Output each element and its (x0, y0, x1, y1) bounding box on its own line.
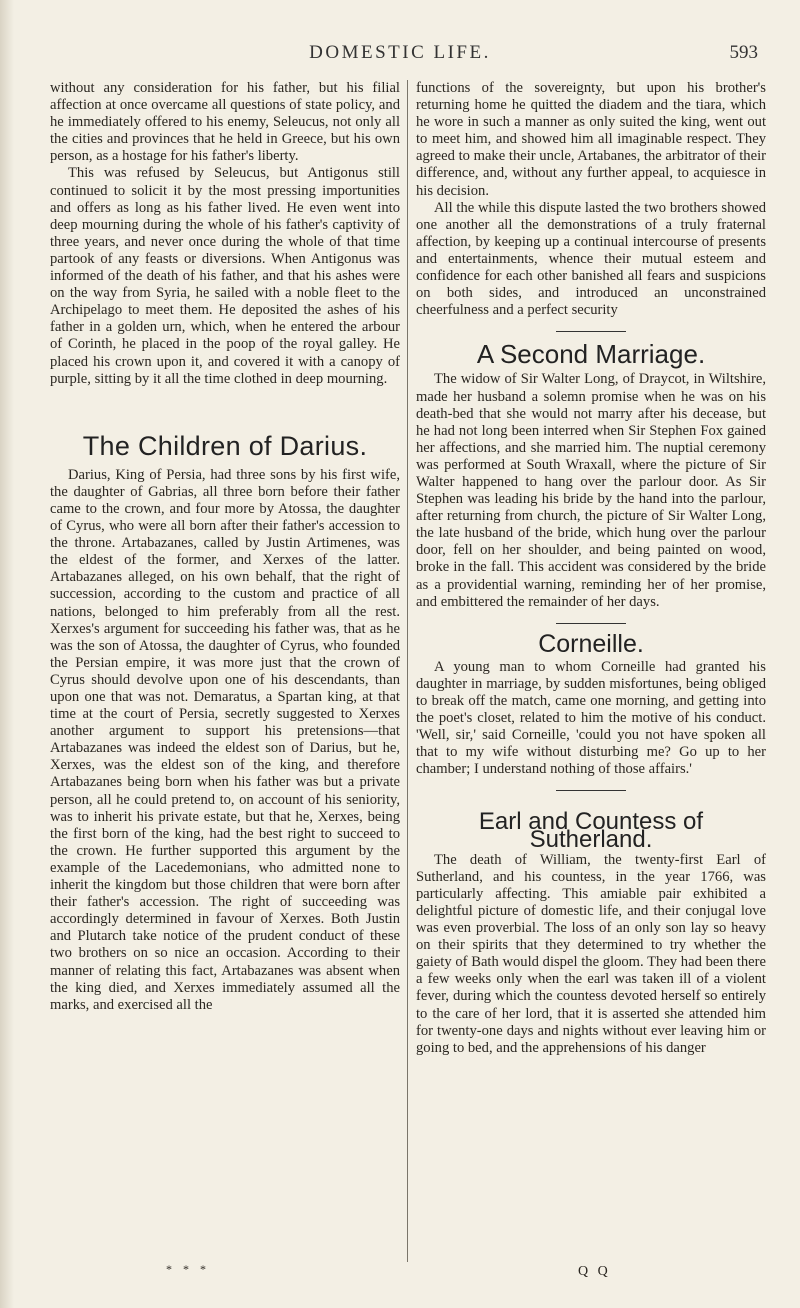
paragraph: This was refused by Seleucus, but Antigonus still continued to solicit it by the most pressing importunities and offers as long as his father lived. He even went into deep mourning during the whole of his father's captivity of three years, and never once during the whole of that time partook of any feasts or diversions. When Antigonus was informed of the death of his father, and that his ashes were on the way from Syria, he sailed with a noble fleet to the Archipelago to meet them. He deposited the ashes of his father in a golden urn, which, when he entered the arbour of Corinth, he placed in the poop of the royal galley. He placed his crown upon it, and covered it with a canopy of purple, sitting by it all the time clothed in deep mourning. (50, 165, 400, 387)
running-title: DOMESTIC LIFE. (309, 42, 491, 63)
footer-stars: * * * (166, 1262, 210, 1276)
paragraph: The widow of Sir Walter Long, of Draycot, in Wiltshire, made her husband a solemn promise when he was on his death-bed that she would not marry after his decease, but he had not long been interred when Sir Stephen Fox gained her affections, and she married him. The nuptial ceremony was performed at South Wraxall, where the picture of Sir Walter happened to hang over the parlour door. As Sir Stephen was leading his bride by the hand into the parlour, after returning from church, the picture of Sir Walter Long, the late husband of the bride, which hung over the parlour door, fell on her shoulder, and being painted on wood, broke in the fall. This accident was considered by the bride as a providential warning, reminding her of her promise, and embittered the remainder of her days. (416, 371, 766, 610)
paragraph: without any consideration for his father, but his filial affection at once overcame all questions of state policy, and he immediately offered to his enemy, Seleucus, not only all the cities and provinces that he held in Greece, but his own person, as a hostage for his father's liberty. (50, 80, 400, 165)
signature-mark: Q Q (578, 1264, 611, 1279)
running-head (0, 42, 800, 72)
page-number: 593 (729, 42, 758, 63)
right-column (416, 80, 766, 1057)
section-heading-corneille: Corneille. (538, 629, 644, 658)
section-heading-marriage: A Second Marriage. (476, 339, 706, 370)
column-rule (407, 80, 408, 1262)
page-edge-shadow (0, 0, 14, 1308)
section-divider (556, 331, 626, 332)
section-heading-darius: The Children of Darius. (82, 430, 368, 461)
section-divider (556, 623, 626, 624)
section-heading-sutherland: Earl and Countess of Sutherland. (478, 808, 704, 853)
paragraph: Darius, King of Persia, had three sons by his first wife, the daughter of Gabrias, all three born before their father came to the crown, and four more by Atossa, the daughter of Cyrus, who were all born after their father's accession to the throne. Artabazanes, called by Justin Artimenes, was the eldest of the former, and Xerxes of the latter. Artabazanes alleged, on his own behalf, that the right of succession, according to the custom and practice of all nations, belonged to him preferably from all the rest. Xerxes's argument for succeeding his father was, that as he was the son of Atossa, the daughter of Cyrus, who founded the Persian empire, it was more just that the crown of Cyrus should devolve upon one of his descendants, than upon one that was not. Demaratus, a Spartan king, at that time at the court of Persia, secretly suggested to Xerxes another argument to support his pretensions—that Artabazanes was indeed the eldest son of Darius, but he, Xerxes, was the eldest son of the king, and therefore Artabazanes being born when his father was but a private person, all he could pretend to, on account of his seniority, was to inherit his private estate, but that he, Xerxes, being the first born of the king, had the best right to succeed to the crown. He further supported this argument by the example of the Lacedemonians, who admitted none to inherit the kingdom but those children that were born after their father's accession. The right of succeeding was accordingly determined in favour of Xerxes. Both Justin and Plutarch take notice of the prudent conduct of these two brothers on so nice an occasion. According to their manner of relating this fact, Artabazanes was absent when the king died, and Xerxes immediately assumed all the marks, and exercised all the (50, 466, 400, 1013)
paragraph: A young man to whom Corneille had granted his daughter in marriage, by sudden misfortunes, being obliged to break off the match, came one morning, and getting into the poet's closet, related to him the motive of his conduct. 'Well, sir,' said Corneille, 'could you not have spoken all that to my wife without disturbing me? Go up to her chamber; I understand nothing of those affairs.' (416, 658, 766, 778)
paragraph: The death of William, the twenty-first Earl of Sutherland, and his countess, in the year 1766, was particularly affecting. This amiable pair exhibited a delightful picture of domestic life, and their conjugal love was even proverbial. The loss of an only son lay so heavy on their spirits that they determined to try whether the gaiety of Bath would dispel the gloom. They had been there a few weeks only when the earl was taken ill of a violent fever, during which the countess devoted herself so entirely to the care of her lord, that it is asserted she attended him for twenty-one days and nights without ever leaving him or going to bed, and the apprehensions of his danger (416, 851, 766, 1056)
paragraph: functions of the sovereignty, but upon his brother's returning home he quitted the diadem and the tiara, which he wore in such a manner as only suited the king, went out to meet him, and showed him all imaginable respect. They agreed to make their uncle, Artabanes, the arbitrator of their difference, and, without any further appeal, to acquiesce in his decision. (416, 80, 766, 199)
left-column (50, 80, 400, 1014)
paragraph: All the while this dispute lasted the two brothers showed one another all the demonstrations of a truly fraternal affection, by keeping up a continual intercourse of presents and entertainments, whence their mutual esteem and confidence for each other banished all fears and suspicions on both sides, and introduced an unconstrained cheerfulness and a perfect security (416, 199, 766, 319)
section-divider (556, 790, 626, 791)
